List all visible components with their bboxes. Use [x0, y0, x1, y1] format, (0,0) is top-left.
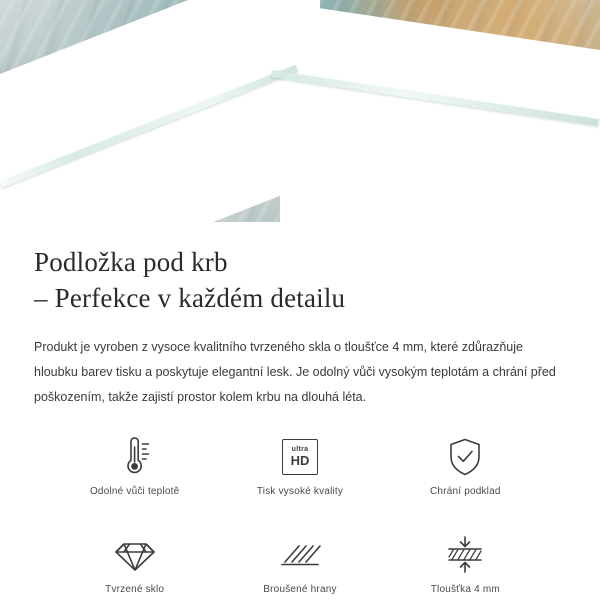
feature-label: Tisk vysoké kvality [256, 485, 344, 497]
headline-line-2: – Perfekce v každém detailu [34, 283, 346, 314]
feature-item-thickness [383, 532, 548, 614]
diamond-icon [113, 532, 157, 578]
thickness-arrows-icon [443, 532, 487, 578]
ultra-hd-icon [282, 434, 318, 480]
feature-label: Chrání podklad [430, 485, 501, 497]
page-title [34, 244, 566, 317]
feature-label: Tvrzené sklo [105, 583, 165, 595]
ultra-hd-badge-top: ultra [291, 446, 309, 454]
feature-label: Odolné vůči teplotě [89, 485, 180, 497]
description-paragraph: Produkt je vyroben z vysoce kvalitního tvrzeného skla o tloušťce 4 mm, které zdůrazňuje hloubku barev tisku a poskytuje elegantní lesk. Je odolný vůči vysokým teplotám a chrání před poškozením, takže zajistí prostor kolem krbu na dlouhá léta. [34, 339, 556, 404]
ultra-hd-badge-bottom: HD [290, 453, 310, 469]
feature-grid [34, 434, 566, 614]
thermometer-icon [114, 434, 156, 480]
feature-item-protection [383, 434, 548, 516]
feature-item-tempered-glass [52, 532, 217, 614]
feature-item-temperature [52, 434, 217, 516]
feature-label: Tloušťka 4 mm [430, 583, 500, 595]
headline-line-1: Podložka pod krb [34, 247, 228, 277]
shield-check-icon [445, 434, 485, 480]
polished-edges-icon [279, 532, 321, 578]
feature-item-print-quality [217, 434, 382, 516]
hero-product-image [0, 0, 600, 222]
feature-item-polished-edges [217, 532, 382, 614]
feature-label: Broušené hrany [263, 583, 337, 595]
description-content [0, 244, 600, 614]
